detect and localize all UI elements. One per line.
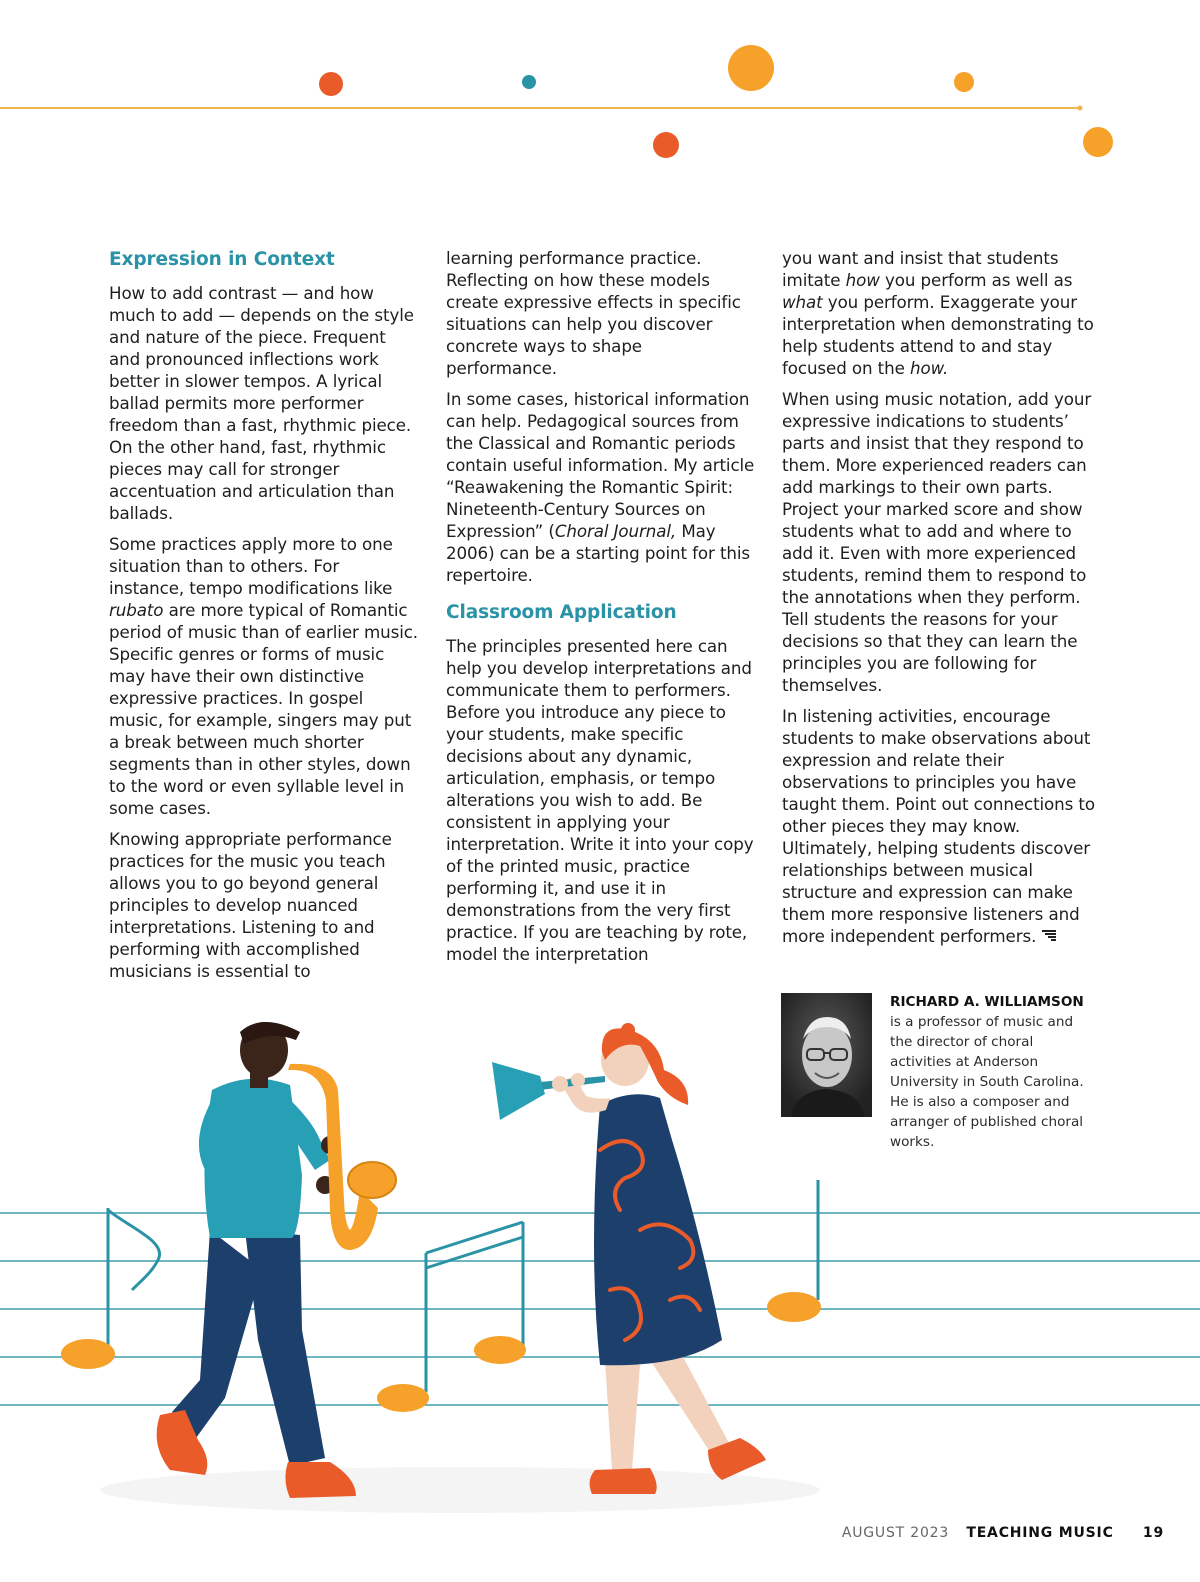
paragraph: When using music notation, add your expressive indications to students’ parts and insist that they respond to them. More experienced readers can add markings to their own parts. Project your marked score and show students what to add and where to add it. Even with more experienced students, remind them to respond to the annotations when they perform. Tell students the reasons for your decisions so that they can learn the principles you are following for themselves. <box>782 389 1092 695</box>
text-run: May 2006) can be a starting point for this repertoire. <box>446 521 750 585</box>
text-run: you want and insist that students imitate <box>782 248 1059 290</box>
top-dots-decoration <box>0 45 1113 158</box>
page-number: 19 <box>1142 1525 1164 1541</box>
text-run: you perform as well as <box>879 270 1073 290</box>
emphasis-text: how. <box>909 358 949 378</box>
article-column-1 <box>109 247 419 991</box>
section-heading-expression-in-context: Expression in Context <box>109 249 335 270</box>
article-column-3 <box>782 247 1100 956</box>
text-run: Some practices apply more to one situation than to others. For instance, tempo modifications like <box>109 534 393 598</box>
text-run: are more typical of Romantic period of music than of earlier music. Specific genres or forms of music may have their own distinctive expressive practices. In gospel music, for example, singers may put a break between much shorter segments than in other styles, down to the word or even syllable level in some cases. <box>109 600 419 818</box>
emphasis-text: rubato <box>109 600 164 620</box>
emphasis-text: Choral Journal, <box>554 521 677 541</box>
author-photo <box>781 993 872 1117</box>
section-heading-classroom-application: Classroom Application <box>446 602 677 623</box>
page-footer <box>842 1525 1164 1541</box>
emphasis-text: what <box>782 292 823 312</box>
paragraph <box>782 705 1100 947</box>
ground-shadow <box>100 1467 820 1513</box>
paragraph <box>109 533 419 819</box>
paragraph <box>782 247 1100 379</box>
article-column-2 <box>446 247 756 974</box>
eighth-note <box>61 1208 160 1369</box>
beamed-notes <box>377 1222 526 1412</box>
author-name: RICHARD A. WILLIAMSON <box>890 994 1084 1010</box>
paragraph: The principles presented here can help you develop interpretations and communicate them to performers. Before you introduce any piece to your students, make specific decisions about any dynamic, articulation, emphasis, or tempo alterations you wish to add. Be consistent in applying your interpretation. Write it into your copy of the printed music, practice performing it, and use it in demonstrations from the very first practice. If you are teaching by rote, model the interpretation <box>446 636 754 964</box>
paragraph <box>446 388 756 586</box>
emphasis-text: how <box>845 270 880 290</box>
text-run: In listening activities, encourage students to make observations about expression and relate their observations to principles you have taught them. Point out connections to other pieces they may know. Ultimately, helping students discover relationships between musical structure and expression can make them more responsive listeners and more independent performers. <box>782 706 1095 946</box>
quarter-note <box>767 1180 821 1322</box>
magazine-name: TEACHING MUSIC <box>966 1525 1114 1541</box>
paragraph: learning performance practice. Reflecting on how these models create expressive effects in specific situations can help you discover concrete ways to shape performance. <box>446 248 741 378</box>
text-run: In some cases, historical information can help. Pedagogical sources from the Classical and Romantic periods contain useful information. My article “Reawakening the Romantic Spirit: Nineteenth-Century Sources on Expression” ( <box>446 389 755 541</box>
issue-date: AUGUST 2023 <box>841 1525 950 1541</box>
author-bio-text: is a professor of music and the director of choral activities at Anderson University in South Carolina. He is also a composer and arranger of published choral works. <box>890 1014 1084 1150</box>
text-run: you perform. Exaggerate your interpretation when demonstrating to help students attend to and stay focused on the <box>782 292 1094 378</box>
paragraph: Knowing appropriate performance practices for the music you teach allows you to go beyond general principles to develop nuanced interpretations. Listening to and performing with accomplished musicians is essential to <box>109 829 392 981</box>
paragraph: How to add contrast — and how much to add — depends on the style and nature of the piece. Frequent and pronounced inflections work better in slower tempos. A lyrical ballad permits more performer freedom than a fast, rhythmic piece. On the other hand, fast, rhythmic pieces may call for stronger accentuation and articulation than ballads. <box>109 283 414 523</box>
end-of-article-icon <box>1042 930 1056 943</box>
trumpet-player-illustration <box>492 1023 766 1494</box>
author-bio <box>890 992 1086 1152</box>
